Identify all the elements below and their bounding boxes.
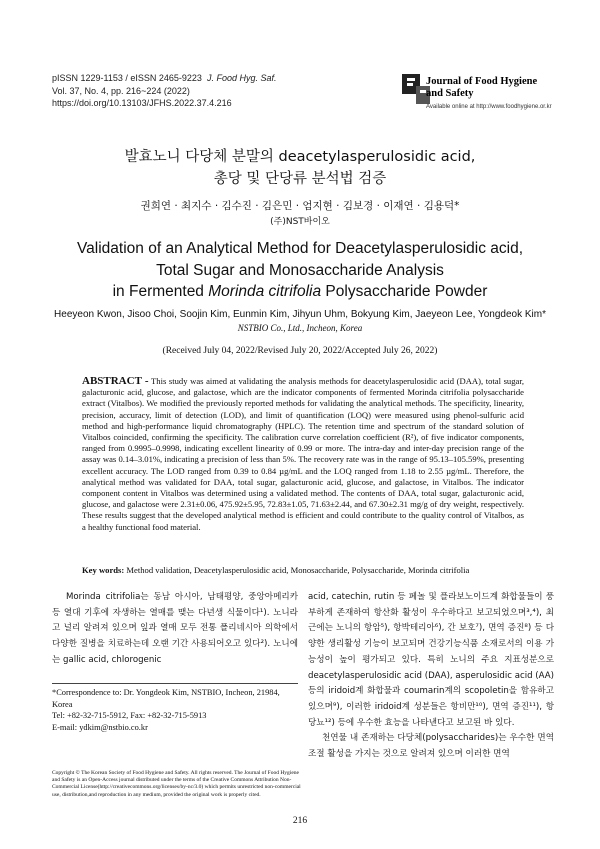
correspondence — [52, 687, 302, 733]
correspondence-line: *Correspondence to: Dr. Yongdeok Kim, NSTBIO, Incheon, 21984, Korea — [52, 688, 280, 709]
keywords-label: Key words: — [82, 565, 125, 575]
page-number: 216 — [292, 816, 308, 826]
title-part: in Fermented — [112, 283, 209, 300]
journal-name-line2: and Safety — [426, 88, 474, 99]
body-column-right — [308, 590, 554, 763]
english-title-line1: Validation of an Analytical Method for Deacetylasperulosidic acid, — [76, 240, 524, 257]
korean-title-line1: 발효노니 다당체 분말의 deacetylasperulosidic acid, — [124, 149, 476, 165]
journal-name — [426, 76, 537, 100]
journal-header — [52, 72, 276, 110]
correspondence-email[interactable]: E-mail: ydkim@nstbio.co.kr — [52, 722, 148, 732]
journal-availability[interactable]: Available online at http://www.foodhygiene.or.kr — [426, 104, 552, 110]
issn: pISSN 1229-1153 / eISSN 2465-9223 — [52, 73, 202, 83]
korean-title — [0, 146, 600, 190]
abstract-label: ABSTRACT - — [82, 375, 149, 387]
paragraph: 천연물 내 존재하는 다당체(polysaccharides)는 우수한 면역조절 활성을 가지는 것으로 알려져 있으며 이러한 면역 — [308, 733, 554, 760]
correspondence-line: Tel: +82-32-715-5912, Fax: +82-32-715-5913 — [52, 711, 207, 720]
paragraph: acid, catechin, rutin 등 페놀 및 플라보노이드계 화합물들이 풍부하게 존재하여 항산화 활성이 우수하다고 보고되었으며³,⁴), 최근에는 노니의 항암⁵), 항박테리아⁶), 간 보호⁷), 면역 증진⁸) 등 다양한 생리활성 기능이 보고되며 건강기능식품 소재로서의 이용 가능성이 높이 평가되고 있다. 특히 노니의 주요 지표성분으로 deacetylasperulosidic acid (DAA), asperulosidic acid (AA) 등의 iridoid계 화합물과 coumarin계의 scopoletin을 함유하고 있으며⁹), 이러한 iridoid계 성분들은 항비만¹⁰), 면역 증진¹¹), 항당뇨¹²) 등에 우수한 효능을 나타낸다고 보고된 바 있다. — [308, 592, 554, 728]
english-title-line3 — [0, 281, 600, 303]
title-species: Morinda citrifolia — [208, 283, 322, 300]
korean-affiliation: (주)NST바이오 — [270, 217, 330, 227]
abstract-text: This study was aimed at validating the analysis methods for deacetylasperulosidic acid (DAA), total sugar, galacturonic acid, glucose, and galactose, which are the indicator components of fermented Morinda citrifolia polysaccharide extract (Vitalbos). We modified the previously reported methods for validating the analytical methods. The specificity, linearity, precision, accuracy, limit of detection (LOD), and limit of quantification (LOQ) were measured using phenol-sulfuric acid method and high-performance liquid chromatography (HPLC). The retention time and spectrum of the standard solution of Vitalbos coincided, confirming the specificity. The calibration curve correlation coefficient (R²), of five indicator components, ranged from 0.9995–0.9998, indicating excellent linearity of 0.99 or more. The intra-day and inter-day precision range of the assay was 0.14–3.01%, indicating a precision of less than 5%. The recovery rate was in the range of 95.13–105.59%, presenting excellent accuracy. The LOD ranged from 0.39 to 0.84 µg/mL and the LOQ ranged from 1.18 to 2.55 µg/mL. Therefore, the analytical method was validated for DAA, total sugar, galacturonic acid, glucose, and galactose, in Vitalbos. The indicator component content in Vitalbos was determined using a validated method. The contents of DAA, total sugar, galacturonic acid, glucose, and galactose were 2.31±0.06, 475.92±5.95, 72.83±1.05, 71.63±2.44, and 67.30±2.31 mg/g of dry weight, respectively. These results suggest that the developed analytical method is efficient and could contribute to the quality control of Vitalbos, as a healthy functional food material. — [82, 376, 525, 532]
journal-name-line1: Journal of Food Hygiene — [426, 76, 538, 87]
body-column-left: Morinda citrifolia는 동남 아시아, 남태평양, 중앙아메리카 등 열대 기후에 자생하는 열매를 맺는 다년생 식물이다¹). 노니라고 널리 알려져 있으며 잎과 열매 모두 전통 폴리네시아 의학에서 다양한 질병을 치료하는데 오랜 기간 사용되어오고 있다²). 노니에는 gallic acid, chlorogenic — [52, 592, 298, 665]
korean-authors: 권희연 · 최지수 · 김수진 · 김은민 · 엄지현 · 김보경 · 이재연 · 김용덕* — [140, 200, 460, 212]
keywords-text: Method validation, Deacetylasperulosidic acid, Monosaccharide, Polysaccharide, Morinda citrifolia — [126, 565, 470, 575]
doi-link[interactable]: https://doi.org/10.13103/JFHS.2022.37.4.216 — [52, 98, 232, 108]
journal-abbr: J. Food Hyg. Saf. — [206, 73, 277, 83]
abstract — [82, 376, 524, 533]
footnote-divider — [52, 683, 298, 684]
received-dates: (Received July 04, 2022/Revised July 20, 2022/Accepted July 26, 2022) — [162, 346, 438, 356]
korean-title-line2: 총당 및 단당류 분석법 검증 — [213, 171, 387, 187]
english-affiliation: NSTBIO Co., Ltd., Incheon, Korea — [237, 323, 363, 333]
english-title-line2: Total Sugar and Monosaccharide Analysis — [156, 261, 444, 279]
volume-info: Vol. 37, No. 4, pp. 216~224 (2022) — [52, 85, 190, 96]
copyright-notice: Copyright © The Korean Society of Food Hygiene and Safety. All rights reserved. The Journal of Food Hygiene and Safety is an Open-Access journal distributed under the terms of the Creative Commons Attribution Non-Commercial License(http://creativecommons.org/licenses/by-nc/3.0) which permits unrestricted non-commercial use, distribution,and reproduction in any medium, provided the original work is properly cited. — [52, 770, 301, 798]
english-authors: Heeyeon Kwon, Jisoo Choi, Soojin Kim, Eunmin Kim, Jihyun Uhm, Bokyung Kim, Jaeyeon Lee, Yongdeok Kim* — [54, 309, 546, 320]
keywords — [82, 565, 542, 575]
title-part: Polysaccharide Powder — [321, 283, 488, 300]
english-title — [0, 238, 600, 303]
